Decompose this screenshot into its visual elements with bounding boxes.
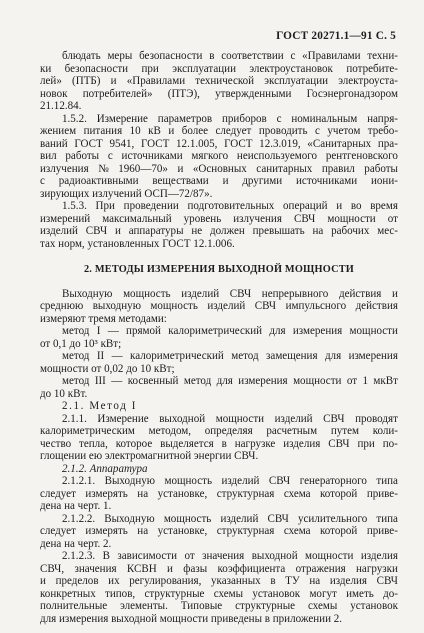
paragraph-line: 1.5.3. При проведении подготовительных операций и во время (62, 200, 398, 212)
paragraph-line: полнительные элементы. Типовые структурные схемы установок (40, 600, 398, 612)
paragraph-line: метод I — прямой калориметрический для измерения мощности (62, 325, 398, 337)
paragraph-line: новок потребителей» (ПТЭ), утвержденными Госэнергонадзором (40, 87, 398, 100)
paragraph-line: ваний ГОСТ 9541, ГОСТ 12.1.005, ГОСТ 12.3.019, «Санитарных пра- (40, 137, 398, 150)
paragraph-line: зирующих излучений ОСП—72/87». (40, 187, 213, 200)
paragraph-line: от 0,1 до 10³ кВт; (40, 337, 122, 350)
paragraph-line: для измерения выходной мощности приведены в приложении 2. (40, 612, 343, 625)
paragraph-line: мощности от 0,02 до 10 кВт; (40, 362, 175, 375)
paragraph-line: чество тепла, которое выделяется в нагрузке изделия СВЧ при по- (40, 437, 398, 450)
paragraph-line: Выходную мощность изделий СВЧ непрерывного действия и (62, 287, 398, 300)
page-header: ГОСТ 20271.1—91 С. 5 (276, 30, 396, 42)
document-body (40, 50, 398, 625)
paragraph-line: жением питания 10 кВ и более следует проводить с учетом требо- (40, 125, 398, 137)
paragraph-line: дена на черт. 2. (40, 537, 112, 550)
paragraph-line: 2.1.2.2. Выходную мощность изделий СВЧ усилительного типа (62, 512, 398, 525)
paragraph-line: СВЧ, значения КСВН и фазы коэффициента отражения нагрузки (40, 562, 398, 575)
paragraph-line: ки безопасности при эксплуатации электроустановок потребите- (40, 62, 398, 75)
section-heading: 2. МЕТОДЫ ИЗМЕРЕНИЯ ВЫХОДНОЙ МОЩНОСТИ (83, 264, 355, 275)
paragraph-line: измерений максимальный уровень излучения СВЧ мощности от (40, 212, 398, 225)
paragraph-line: тах норм, установленных ГОСТ 12.1.006. (40, 237, 235, 250)
paragraph-line: 2.1.2.3. В зависимости от значения выходной мощности изделия (62, 550, 398, 562)
paragraph-line: излучения № 1960—70» и «Основных санитарных правил работы (40, 162, 398, 175)
paragraph-line: дена на черт. 1. (40, 500, 112, 512)
paragraph-line: глощении ею электромагнитной энергии СВЧ. (40, 450, 259, 462)
subsection-heading: 2.1. Метод I (62, 400, 138, 412)
paragraph-line: метод III — косвенный метод для измерения мощности от 1 мкВт (62, 375, 398, 387)
paragraph-line: и пределов их регулирования, указанных в ТУ на изделия СВЧ (40, 575, 398, 587)
paragraph-line: конкретных типов, структурные схемы установок могут иметь до- (40, 587, 398, 600)
paragraph-line: 1.5.2. Измерение параметров приборов с номинальным напря- (62, 112, 398, 125)
paragraph-line: метод II — калориметрический метод замещения для измерения (62, 350, 398, 362)
paragraph-line: измеряют тремя методами: (40, 312, 167, 325)
subsection-heading: 2.1.2. Аппаратура (62, 462, 148, 475)
paragraph-line: лей» (ПТБ) и «Правилами технической эксплуатации электроуста- (40, 75, 398, 87)
paragraph-line: изделий СВЧ и аппаратуры не должен превышать на рабочих мес- (40, 225, 398, 237)
paragraph-line: с радиоактивными веществами и другими источниками иони- (40, 175, 398, 187)
paragraph-line: вил работы с источниками мягкого неиспользуемого рентгеновского (40, 150, 398, 162)
paragraph-line: 21.12.84. (40, 100, 82, 112)
paragraph-line: 2.1.2.1. Выходную мощность изделий СВЧ генераторного типа (62, 475, 398, 487)
paragraph-line: следует измерять на установке, структурная схема которой приве- (40, 487, 398, 500)
paragraph-line: до 10 кВт. (40, 387, 88, 400)
paragraph-line: 2.1.1. Измерение выходной мощности изделий СВЧ проводят (62, 412, 398, 425)
paragraph-line: блюдать меры безопасности в соответствии с «Правилами техни- (62, 50, 398, 62)
paragraph-line: калориметрическим методом, определяя расчетным путем коли- (40, 425, 398, 437)
paragraph-line: следует измерять на установке, структурная схема которой приве- (40, 525, 398, 537)
paragraph-line: среднюю выходную мощность изделий СВЧ импульсного действия (40, 300, 398, 312)
